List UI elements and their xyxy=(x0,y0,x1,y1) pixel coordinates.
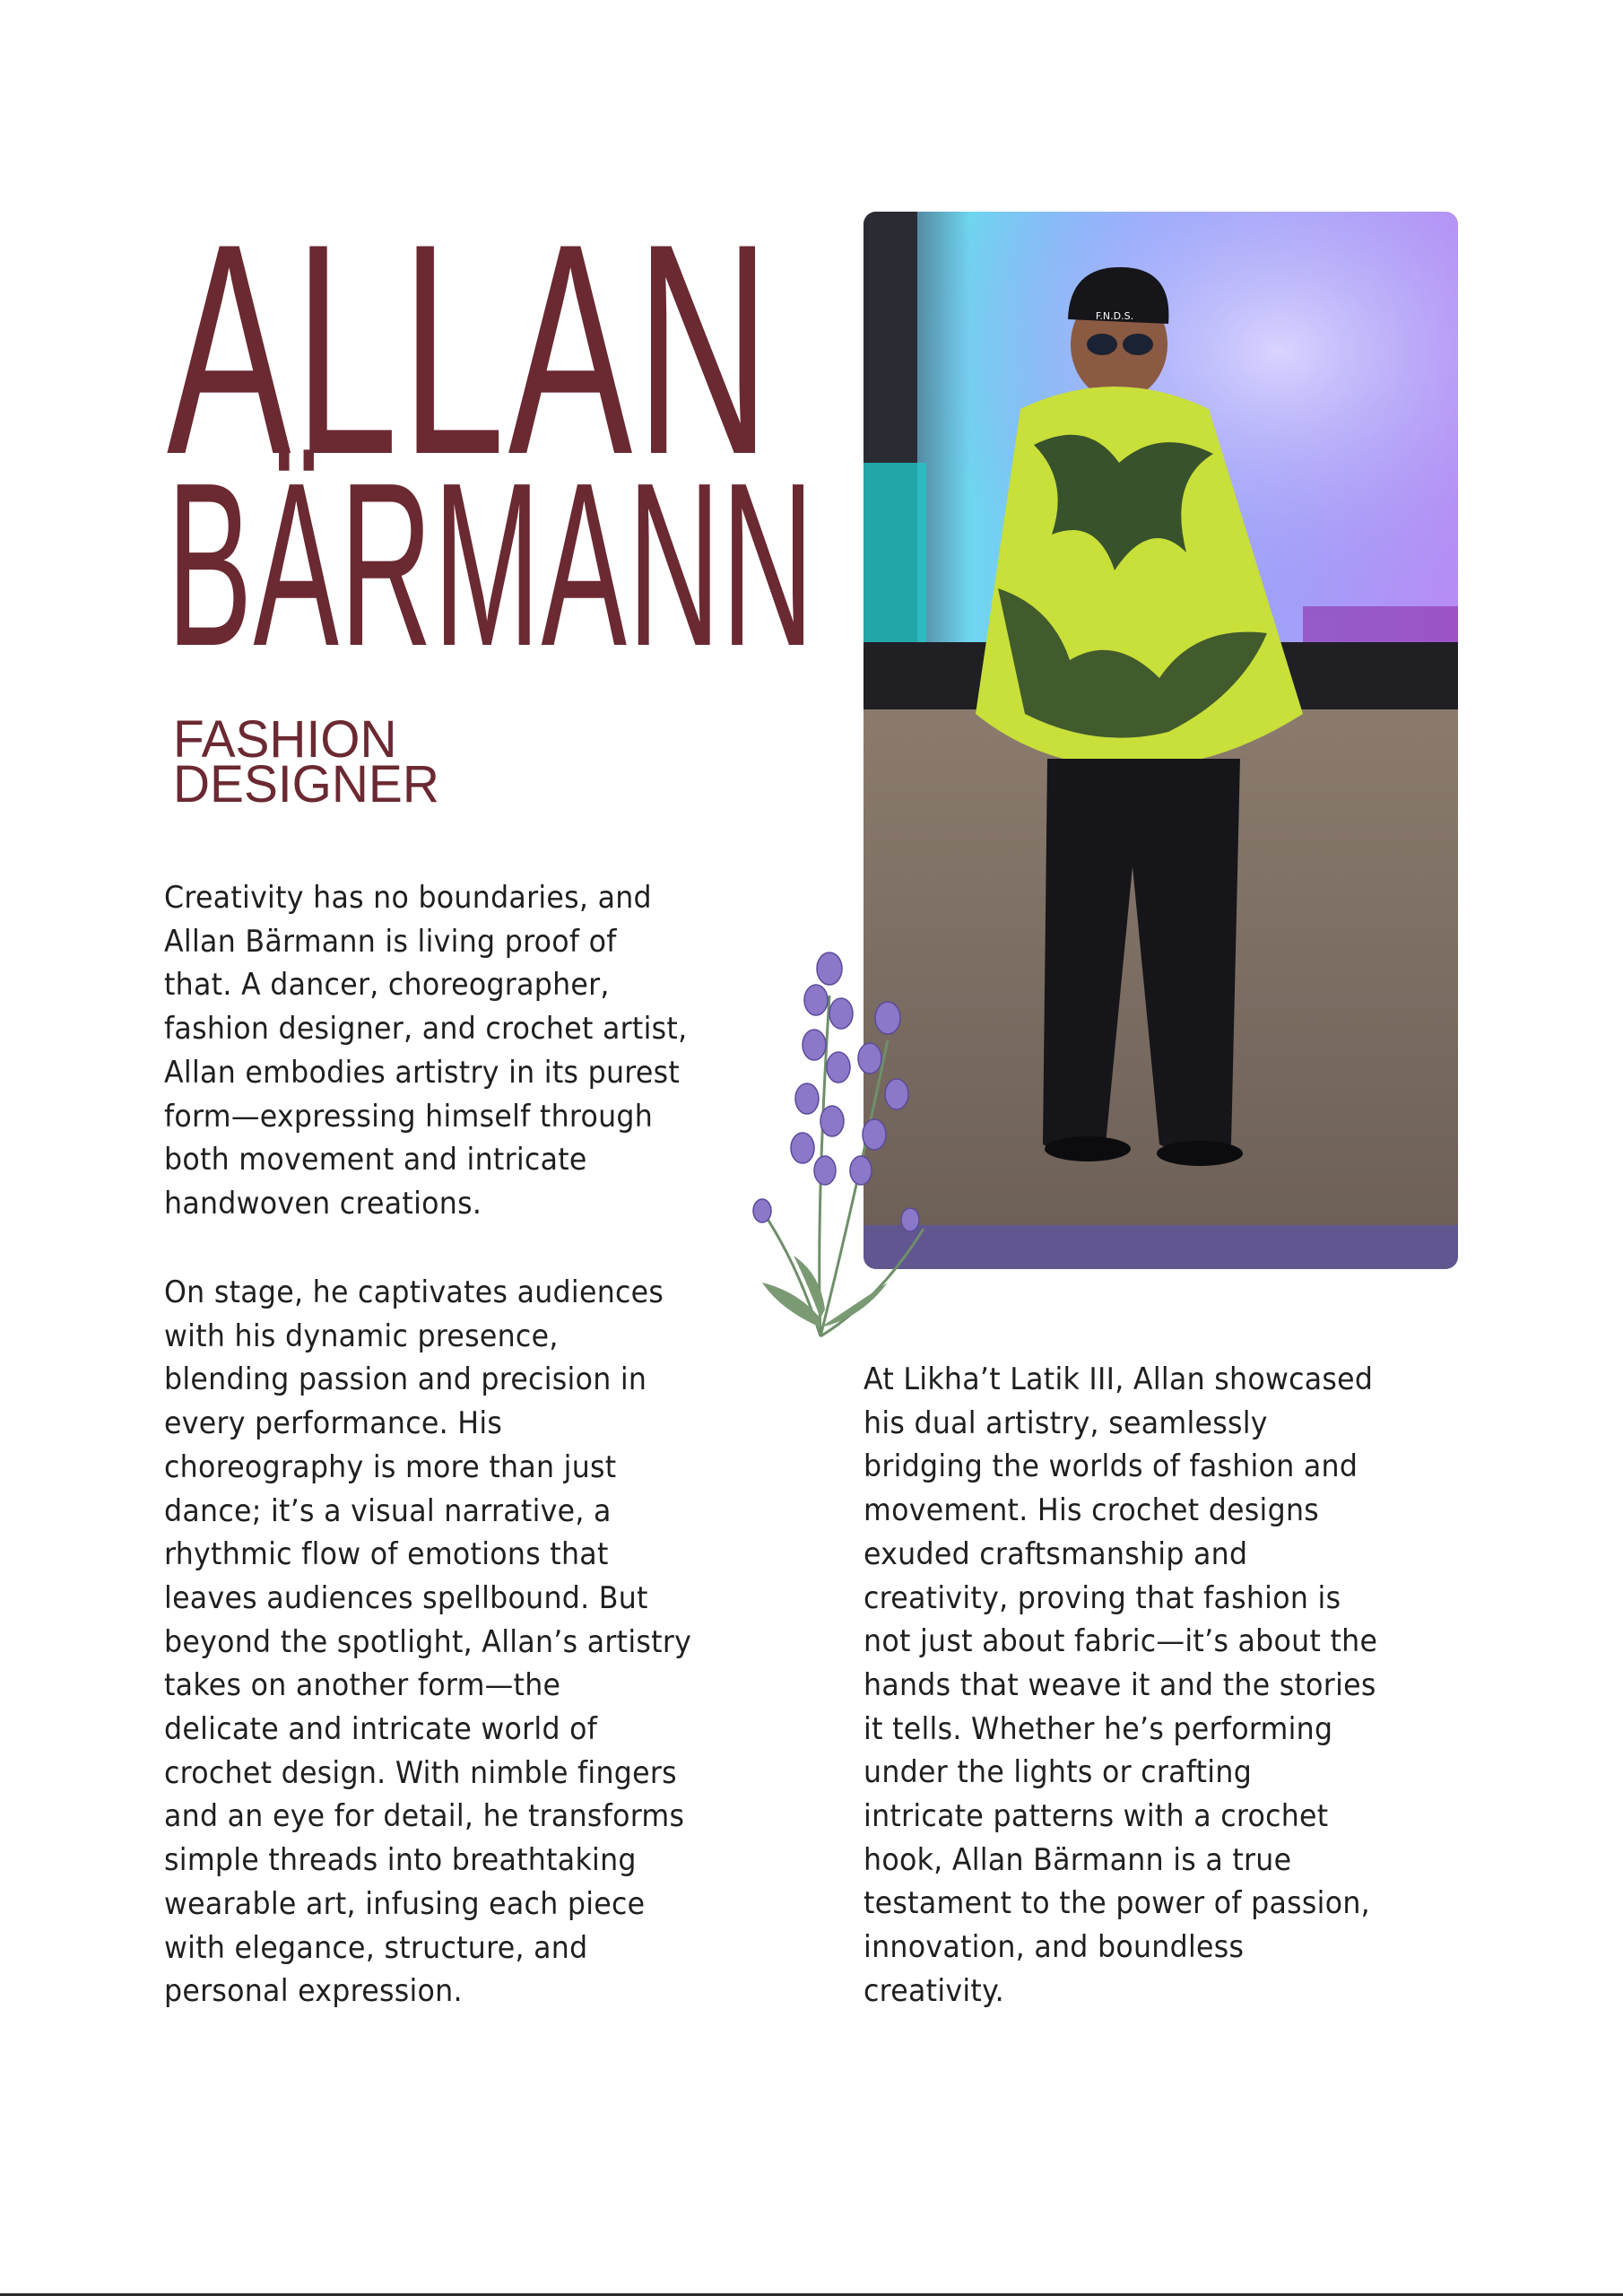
text-line: At Likha’t Latik III, Allan showcased xyxy=(864,1361,1374,1397)
text-line: not just about fabric—it’s about the xyxy=(864,1623,1378,1660)
role-line-2: DESIGNER xyxy=(173,754,439,813)
text-line: every performance. His xyxy=(164,1405,503,1442)
text-line: hands that weave it and the stories xyxy=(864,1666,1376,1703)
text-line: handwoven creations. xyxy=(164,1185,482,1222)
text-line: that. A dancer, choreographer, xyxy=(164,967,610,1004)
paragraph-stage xyxy=(164,1271,748,2013)
text-line: movement. His crochet designs xyxy=(864,1492,1320,1529)
text-line: fashion designer, and crochet artist, xyxy=(164,1011,688,1048)
text-line: Allan Bärmann is living proof of xyxy=(164,923,617,960)
text-line: creativity. xyxy=(864,1972,1004,2009)
text-line: leaves audiences spellbound. But xyxy=(164,1579,648,1616)
paragraph-showcase xyxy=(864,1358,1447,2013)
role-subtitle xyxy=(173,710,439,813)
text-line: takes on another form—the xyxy=(164,1667,561,1704)
text-line: both movement and intricate xyxy=(164,1142,587,1178)
designer-photo xyxy=(864,212,1458,1269)
text-line: crochet design. With nimble fingers xyxy=(164,1754,677,1791)
text-line: wearable art, infusing each piece xyxy=(164,1885,646,1922)
text-line: intricate patterns with a crochet xyxy=(864,1798,1329,1835)
text-line: form—expressing himself through xyxy=(164,1098,654,1135)
text-line: testament to the power of passion, xyxy=(864,1885,1371,1922)
text-line: hook, Allan Bärmann is a true xyxy=(864,1841,1292,1878)
cap-text: F.N.D.S. xyxy=(1095,310,1134,322)
text-line: choreography is more than just xyxy=(164,1448,617,1485)
text-line: innovation, and boundless xyxy=(864,1929,1245,1966)
text-line: exuded craftsmanship and xyxy=(864,1535,1248,1572)
text-line: rhythmic flow of emotions that xyxy=(164,1536,609,1573)
text-line: dance; it’s a visual narrative, a xyxy=(164,1492,612,1529)
role-line-1: FASHION xyxy=(173,710,397,769)
text-line: bridging the worlds of fashion and xyxy=(864,1448,1358,1485)
paragraph-intro xyxy=(164,876,748,1226)
text-line: it tells. Whether he’s performing xyxy=(864,1710,1333,1747)
text-line: Creativity has no boundaries, and xyxy=(164,880,652,916)
text-line: personal expression. xyxy=(164,1973,463,2010)
text-line: with elegance, structure, and xyxy=(164,1929,588,1966)
text-line: beyond the spotlight, Allan’s artistry xyxy=(164,1623,692,1660)
title-first-name: ALLAN xyxy=(167,181,774,517)
aconite-flower-icon xyxy=(744,942,950,1345)
text-line: blending passion and precision in xyxy=(164,1361,647,1398)
text-line: simple threads into breathtaking xyxy=(164,1842,637,1879)
text-line: under the lights or crafting xyxy=(864,1754,1253,1791)
text-line: and an eye for detail, he transforms xyxy=(164,1798,685,1835)
text-line: with his dynamic presence, xyxy=(164,1318,559,1354)
title-last-name: BÄRMANN xyxy=(167,435,815,695)
text-line: his dual artistry, seamlessly xyxy=(864,1405,1268,1441)
text-line: creativity, proving that fashion is xyxy=(864,1579,1341,1616)
text-line: On stage, he captivates audiences xyxy=(164,1274,664,1310)
text-line: Allan embodies artistry in its purest xyxy=(164,1054,681,1091)
text-line: delicate and intricate world of xyxy=(164,1711,598,1748)
